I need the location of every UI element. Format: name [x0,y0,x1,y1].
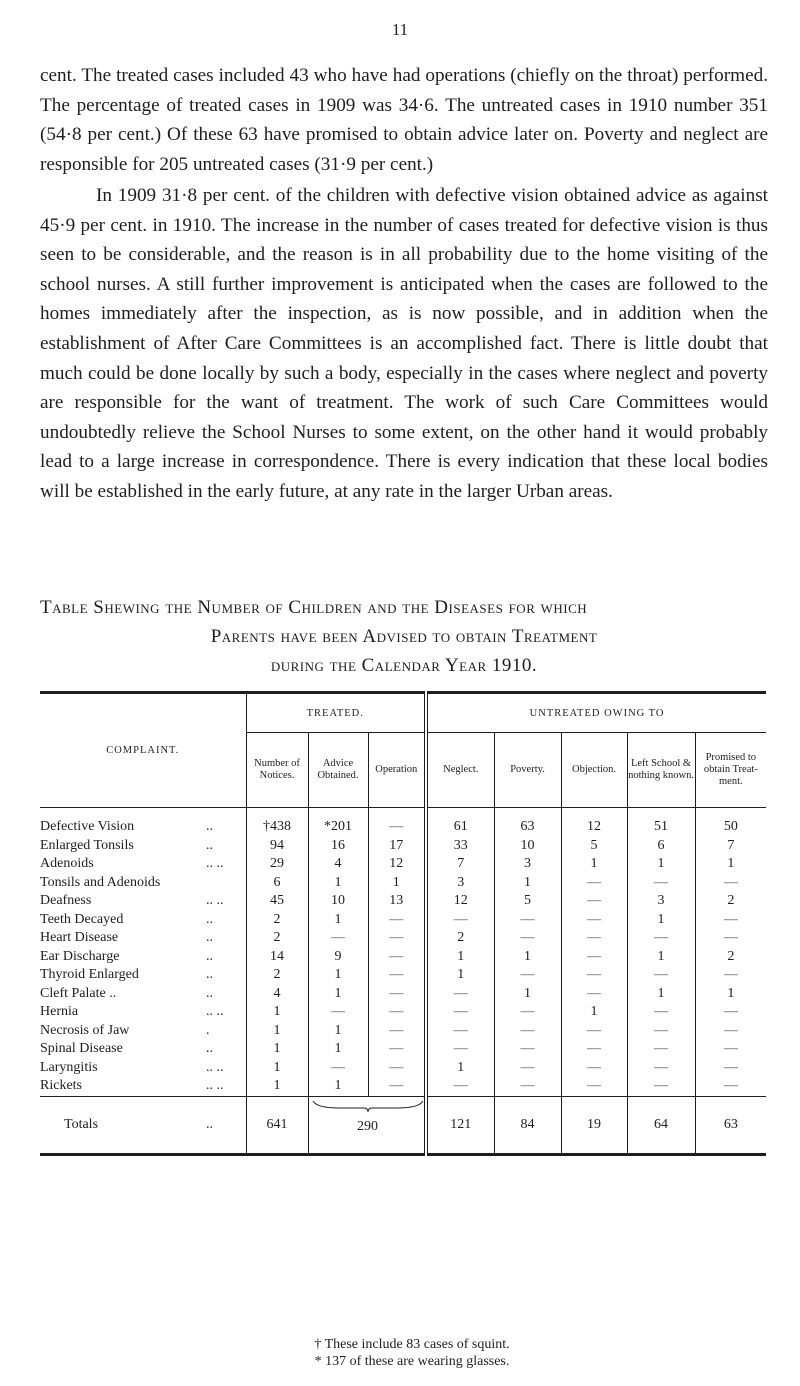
row-complaint: Hernia .. .. [40,1004,224,1020]
cell-advice: 1 [308,911,368,930]
cell-poverty: 63 [494,808,561,837]
cell-advice: 1 [308,874,368,893]
untreated-group-header: UNTREATED OWING TO [426,693,766,733]
totals-notices: 641 [246,1096,308,1154]
cell-poverty: — [494,1003,561,1022]
cell-left-school: 51 [627,808,695,837]
cell-operation: 12 [368,855,426,874]
totals-left-school: 64 [627,1096,695,1154]
cell-objection: — [561,1022,627,1041]
cell-neglect: 1 [426,948,494,967]
cell-notices: 1 [246,1003,308,1022]
cell-poverty: 1 [494,874,561,893]
cell-operation: — [368,985,426,1004]
row-complaint: Deafness .. .. [40,893,224,909]
cell-operation: — [368,966,426,985]
cell-promised: — [695,966,766,985]
table-row [40,1022,766,1041]
row-complaint: Necrosis of Jaw . [40,1022,210,1038]
table-row [40,808,766,837]
col-poverty: Poverty. [494,733,561,808]
cell-neglect: 1 [426,966,494,985]
cell-left-school: — [627,1003,695,1022]
cell-operation: 17 [368,837,426,856]
cell-advice: — [308,1059,368,1078]
cell-promised: 7 [695,837,766,856]
cell-promised: — [695,1022,766,1041]
table-row [40,874,766,893]
row-complaint: Adenoids .. .. [40,856,224,872]
cell-promised: — [695,874,766,893]
cell-promised: — [695,1059,766,1078]
col-advice-obtained: Advice Obtained. [308,733,368,808]
cell-objection: — [561,966,627,985]
cell-operation: — [368,929,426,948]
table-row [40,948,766,967]
cell-operation: — [368,1077,426,1096]
col-promised: Promised to obtain Treat- ment. [695,733,766,808]
cell-promised: — [695,911,766,930]
cell-left-school: 1 [627,911,695,930]
totals-row [40,1096,766,1154]
cell-promised: — [695,1003,766,1022]
cell-left-school: — [627,1022,695,1041]
cell-operation: — [368,948,426,967]
footnote-asterisk: * 137 of these are wearing glasses. [314,1354,510,1369]
cell-poverty: — [494,1022,561,1041]
paragraph-1: cent. The treated cases included 43 who have had operations (chiefly on the throat) performed. The percentage of treated cases in 1909 was 34·6. The untreated cases in 1910 number 351 (54·8 per cent.) Of these 63 have promised to obtain advice later on. Poverty and neglect are responsible for 205 untreated cases (31·9 per cent.) [40,65,768,175]
cell-notices: †438 [246,808,308,837]
row-complaint: Thyroid Enlarged .. [40,967,213,983]
cell-poverty: — [494,929,561,948]
footnote-dagger: † These include 83 cases of squint. [314,1337,510,1352]
row-complaint: Cleft Palate .. .. [40,985,213,1001]
row-complaint: Heart Disease .. [40,930,213,946]
cell-neglect: — [426,985,494,1004]
cell-poverty: 5 [494,892,561,911]
cell-left-school: — [627,929,695,948]
table-row [40,892,766,911]
caption-line-3: during the Calendar Year 1910. [270,655,538,676]
cell-objection: — [561,911,627,930]
footnotes [0,1336,800,1370]
cell-promised: 1 [695,985,766,1004]
table-row [40,911,766,930]
cell-neglect: — [426,1022,494,1041]
cell-objection: — [561,929,627,948]
cell-neglect: 3 [426,874,494,893]
cell-notices: 2 [246,929,308,948]
cell-neglect: 7 [426,855,494,874]
cell-advice: 4 [308,855,368,874]
cell-advice: 16 [308,837,368,856]
cell-advice: — [308,1003,368,1022]
cell-poverty: 3 [494,855,561,874]
col-left-school: Left School & nothing known. [627,733,695,808]
cell-poverty: — [494,1059,561,1078]
row-complaint: Spinal Disease .. [40,1041,213,1057]
cell-advice: 1 [308,985,368,1004]
brace-icon [309,1099,427,1113]
caption-line-2: Parents have been Advised to obtain Treatment [210,626,598,647]
totals-objection: 19 [561,1096,627,1154]
table-caption [40,593,768,680]
cell-neglect: — [426,911,494,930]
totals-poverty: 84 [494,1096,561,1154]
cell-neglect: — [426,1040,494,1059]
cell-poverty: — [494,1077,561,1096]
table-row [40,1040,766,1059]
row-complaint: Ear Discharge .. [40,948,213,964]
cell-notices: 1 [246,1022,308,1041]
cell-neglect: — [426,1077,494,1096]
col-neglect: Neglect. [426,733,494,808]
cell-promised: — [695,929,766,948]
caption-line-1: Table Shewing the Number of Children and the Diseases for which [40,597,588,618]
cell-objection: — [561,1040,627,1059]
cell-advice: *201 [308,808,368,837]
cell-left-school: — [627,1059,695,1078]
cell-operation: 1 [368,874,426,893]
cell-notices: 1 [246,1077,308,1096]
cell-left-school: 1 [627,855,695,874]
row-complaint: Teeth Decayed .. [40,911,213,927]
cell-poverty: — [494,1040,561,1059]
cell-objection: 12 [561,808,627,837]
cell-promised: — [695,1077,766,1096]
row-complaint: Enlarged Tonsils .. [40,837,213,853]
complaint-header: COMPLAINT. [40,693,246,808]
cell-poverty: 10 [494,837,561,856]
col-number-of-notices: Number of Notices. [246,733,308,808]
col-objection: Objection. [561,733,627,808]
cell-poverty: 1 [494,985,561,1004]
cell-notices: 29 [246,855,308,874]
cell-poverty: — [494,966,561,985]
cell-left-school: — [627,1040,695,1059]
cell-operation: — [368,1022,426,1041]
totals-promised: 63 [695,1096,766,1154]
table-row [40,1077,766,1096]
cell-operation: — [368,808,426,837]
cell-poverty: — [494,911,561,930]
cell-advice: 1 [308,1040,368,1059]
row-complaint: Tonsils and Adenoids [40,874,161,890]
cell-promised: 50 [695,808,766,837]
cell-objection: — [561,985,627,1004]
cell-neglect: — [426,1003,494,1022]
cell-left-school: 6 [627,837,695,856]
cell-promised: 2 [695,948,766,967]
cell-promised: 1 [695,855,766,874]
cell-left-school: 3 [627,892,695,911]
cell-objection: — [561,892,627,911]
cell-objection: 1 [561,855,627,874]
table-row [40,929,766,948]
cell-notices: 1 [246,1040,308,1059]
cell-promised: 2 [695,892,766,911]
cell-advice: 10 [308,892,368,911]
table-row [40,985,766,1004]
totals-label: Totals .. [40,1096,246,1154]
cell-operation: — [368,911,426,930]
cell-left-school: — [627,1077,695,1096]
cell-advice: 1 [308,1077,368,1096]
page-number: 11 [391,20,409,39]
cell-notices: 2 [246,966,308,985]
paragraph-2: In 1909 31·8 per cent. of the children with defective vision obtained advice as against 45·9 per cent. in 1910. The increase in the number of cases treated for defective vision is thus seen to be considerable, and the reason is in all probability due to the home visiting of the school nurses. A still further improvement is anticipated when the cases are followed to the homes immediately after the inspection, as is now possible, and in addition when the establishment of After Care Committees is an accomplished fact. There is little doubt that much could be done locally by such a body, especially in the cases where neglect and poverty are responsible for the want of treatment. The work of such Care Committees would undoubtedly relieve the School Nurses to some extent, on the other hand it would probably lead to a large increase in correspondence. There is every indication that these local bodies will be established in the early future, at any rate in the larger Urban areas. [40,185,768,502]
table-body [40,808,766,1097]
cell-advice: 1 [308,1022,368,1041]
cell-promised: — [695,1040,766,1059]
cell-neglect: 61 [426,808,494,837]
cell-left-school: 1 [627,948,695,967]
cell-operation: — [368,1059,426,1078]
cell-operation: — [368,1040,426,1059]
table-row [40,966,766,985]
row-complaint: Laryngitis .. .. [40,1059,224,1075]
row-complaint: Defective Vision .. [40,819,213,835]
cell-operation: — [368,1003,426,1022]
cell-notices: 94 [246,837,308,856]
cell-advice: 1 [308,966,368,985]
complaints-table [40,691,766,1156]
treated-group-header: TREATED. [246,693,426,733]
cell-notices: 45 [246,892,308,911]
cell-notices: 6 [246,874,308,893]
cell-left-school: — [627,966,695,985]
col-operation: Operation [368,733,426,808]
cell-neglect: 2 [426,929,494,948]
cell-objection: 5 [561,837,627,856]
cell-notices: 1 [246,1059,308,1078]
cell-neglect: 1 [426,1059,494,1078]
table-row [40,837,766,856]
table-row [40,1059,766,1078]
cell-notices: 2 [246,911,308,930]
cell-neglect: 33 [426,837,494,856]
cell-neglect: 12 [426,892,494,911]
cell-notices: 14 [246,948,308,967]
table-row [40,855,766,874]
cell-objection: — [561,1077,627,1096]
cell-left-school: 1 [627,985,695,1004]
cell-left-school: — [627,874,695,893]
cell-advice: 9 [308,948,368,967]
cell-objection: — [561,874,627,893]
cell-objection: — [561,948,627,967]
row-complaint: Rickets .. .. [40,1078,224,1094]
cell-operation: 13 [368,892,426,911]
cell-poverty: 1 [494,948,561,967]
table-row [40,1003,766,1022]
totals-neglect: 121 [426,1096,494,1154]
cell-advice: — [308,929,368,948]
totals-advice-operation: 290 [308,1096,426,1154]
cell-objection: 1 [561,1003,627,1022]
cell-notices: 4 [246,985,308,1004]
cell-objection: — [561,1059,627,1078]
